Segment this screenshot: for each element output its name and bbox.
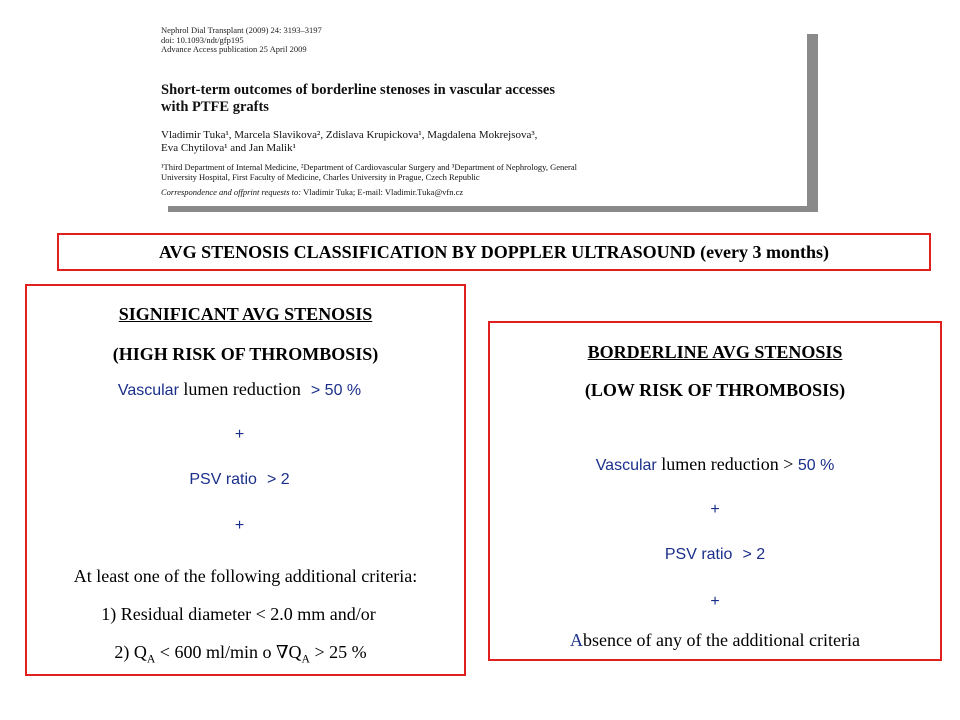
paper-correspondence xyxy=(161,187,463,197)
correspondence-label: Correspondence and offprint requests to: xyxy=(161,187,302,197)
significant-subheading: (HIGH RISK OF THROMBOSIS) xyxy=(112,344,379,364)
significant-stenosis-box xyxy=(25,284,466,676)
borderline-plus-2: + xyxy=(710,593,720,610)
borderline-criterion-psv xyxy=(490,546,940,564)
significant-criterion-lumen xyxy=(21,379,458,400)
psv-label: PSV ratio xyxy=(664,546,733,563)
absence-criteria xyxy=(490,630,940,651)
doi: doi: 10.1093/ndt/gfp195 xyxy=(161,34,244,45)
paper-title-line-2: with PTFE grafts xyxy=(161,98,269,115)
borderline-heading: BORDERLINE AVG STENOSIS xyxy=(587,342,843,362)
correspondence-text: Vladimir Tuka; E-mail: Vladimir.Tuka@vfn.cz xyxy=(301,187,464,197)
paper-title-line-1: Short-term outcomes of borderline stenoses in vascular accesses xyxy=(161,82,555,98)
authors-line-2: Eva Chytilova¹ and Jan Malik¹ xyxy=(161,142,296,154)
additional-criterion-1: 1) Residual diameter < 2.0 mm and/or xyxy=(101,604,376,624)
authors-line-1: Vladimir Tuka¹, Marcela Slavikova², Zdislava Krupickova¹, Magdalena Mokrejsova³, xyxy=(161,129,538,141)
paper-affiliations xyxy=(161,163,807,183)
borderline-subheading: (LOW RISK OF THROMBOSIS) xyxy=(584,380,846,400)
qa-subscript-1: A xyxy=(146,652,156,666)
borderline-plus-1: + xyxy=(710,501,720,518)
journal-citation: Nephrol Dial Transplant (2009) 24: 3193–3197 xyxy=(161,25,322,35)
significant-plus-2: + xyxy=(234,517,245,534)
paper-authors xyxy=(161,129,537,155)
psv-value: > 2 xyxy=(742,546,766,563)
lumen-value: 50 % xyxy=(793,457,835,474)
classification-banner xyxy=(57,233,931,271)
borderline-criterion-lumen xyxy=(490,454,940,475)
absence-initial: A xyxy=(570,630,584,650)
additional-criterion-2 xyxy=(22,642,459,666)
qa-middle: < 600 ml/min o ∇Q xyxy=(155,642,302,662)
significant-plus-1: + xyxy=(234,426,245,443)
psv-label: PSV ratio xyxy=(189,471,257,488)
paper-title xyxy=(161,82,801,115)
significant-criterion-psv xyxy=(21,471,458,489)
qa-suffix: > 25 % xyxy=(309,642,367,662)
advance-access: Advance Access publication 25 April 2009 xyxy=(161,44,307,54)
lumen-text: lumen reduction > xyxy=(656,454,794,474)
borderline-stenosis-box xyxy=(488,321,942,661)
paper-header-image xyxy=(161,26,807,206)
paper-meta xyxy=(161,26,322,55)
qa-subscript-2: A xyxy=(301,652,310,666)
psv-value: > 2 xyxy=(266,471,290,488)
lumen-value: > 50 % xyxy=(310,382,362,399)
lumen-text: lumen reduction xyxy=(178,379,301,399)
affiliation-line-1: ¹Third Department of Internal Medicine, ²Department of Cardiovascular Surgery and ³Department of Nephrology, General xyxy=(161,162,577,172)
affiliation-line-2: University Hospital, First Faculty of Medicine, Charles University in Prague, Czech Republic xyxy=(161,171,480,182)
banner-title: AVG STENOSIS CLASSIFICATION BY DOPPLER ULTRASOUND (every 3 months) xyxy=(158,241,830,262)
additional-criteria-intro: At least one of the following additional criteria: xyxy=(73,566,418,586)
qa-prefix: 2) Q xyxy=(114,642,147,662)
absence-text: bsence of any of the additional criteria xyxy=(583,630,860,650)
significant-heading: SIGNIFICANT AVG STENOSIS xyxy=(118,304,373,324)
lumen-vascular: Vascular xyxy=(117,382,179,399)
lumen-vascular: Vascular xyxy=(595,457,657,474)
